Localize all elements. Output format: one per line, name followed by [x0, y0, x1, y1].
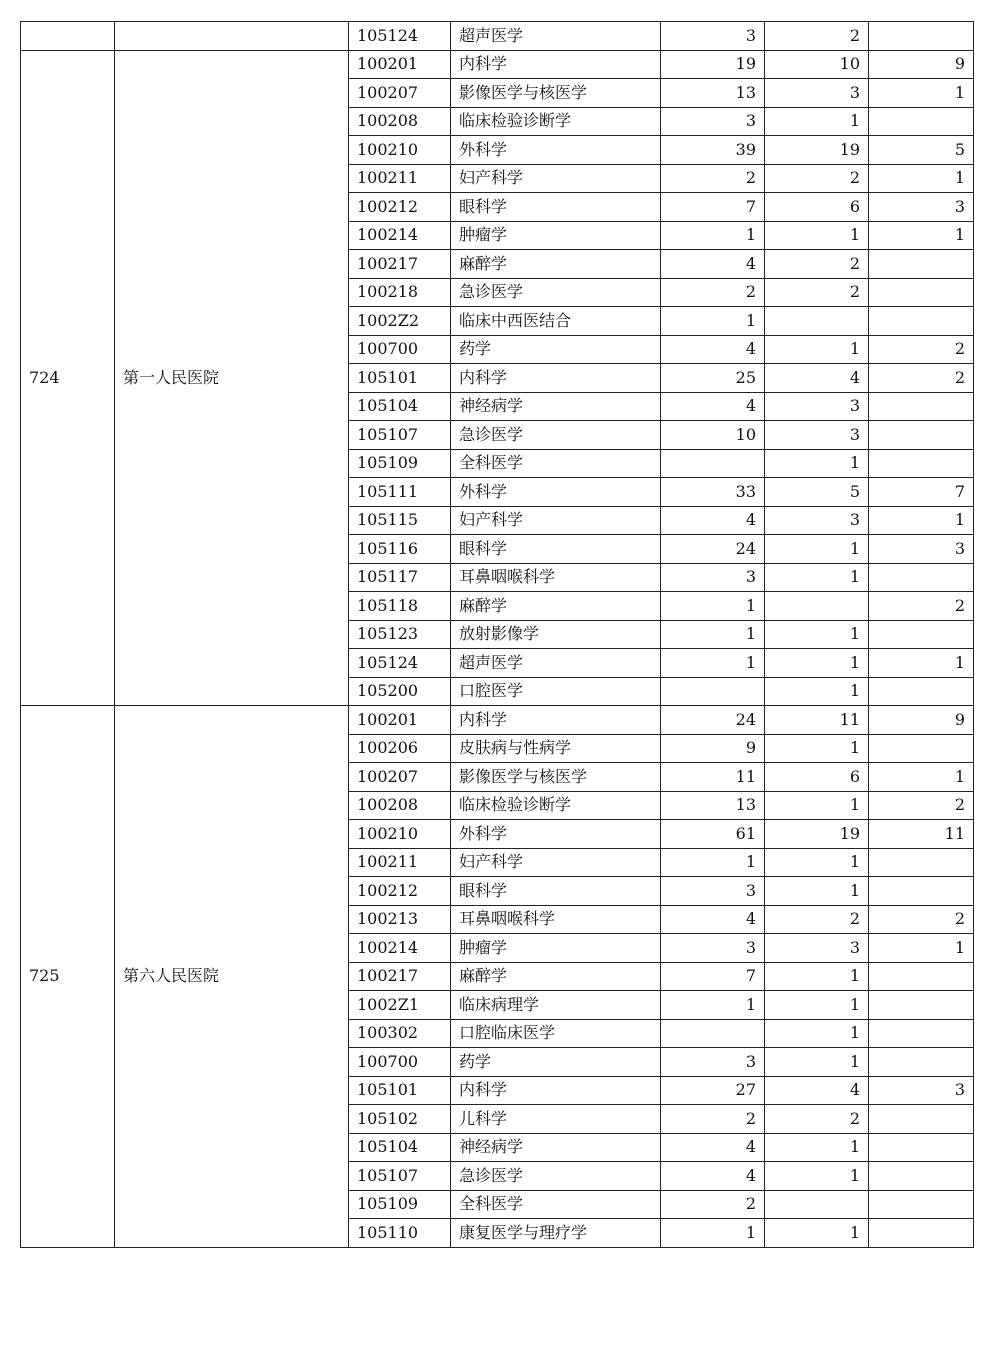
count-b-cell: 1 [765, 1048, 869, 1077]
major-code-cell: 1002Z2 [349, 307, 451, 336]
count-a-cell: 61 [661, 820, 765, 849]
count-c-cell: 3 [869, 535, 974, 564]
count-a-cell: 11 [661, 763, 765, 792]
count-a-cell: 4 [661, 506, 765, 535]
major-name-cell: 外科学 [451, 136, 661, 165]
major-name-cell: 放射影像学 [451, 620, 661, 649]
major-name-cell: 眼科学 [451, 877, 661, 906]
count-a-cell: 10 [661, 421, 765, 450]
count-c-cell: 1 [869, 934, 974, 963]
count-a-cell: 1 [661, 991, 765, 1020]
major-code-cell: 100217 [349, 250, 451, 279]
major-name-cell: 儿科学 [451, 1105, 661, 1134]
count-c-cell [869, 107, 974, 136]
count-b-cell: 1 [765, 1162, 869, 1191]
major-code-cell: 105111 [349, 478, 451, 507]
count-b-cell: 1 [765, 449, 869, 478]
count-b-cell: 1 [765, 649, 869, 678]
major-name-cell: 神经病学 [451, 392, 661, 421]
count-c-cell [869, 421, 974, 450]
major-code-cell: 100212 [349, 193, 451, 222]
major-name-cell: 麻醉学 [451, 592, 661, 621]
count-b-cell: 1 [765, 848, 869, 877]
count-c-cell: 2 [869, 335, 974, 364]
count-b-cell: 10 [765, 50, 869, 79]
count-c-cell [869, 392, 974, 421]
count-a-cell: 9 [661, 734, 765, 763]
count-a-cell: 39 [661, 136, 765, 165]
count-a-cell: 4 [661, 905, 765, 934]
major-name-cell: 超声医学 [451, 649, 661, 678]
major-name-cell: 急诊医学 [451, 421, 661, 450]
count-c-cell [869, 563, 974, 592]
count-b-cell: 3 [765, 79, 869, 108]
count-b-cell: 1 [765, 791, 869, 820]
major-code-cell: 105107 [349, 421, 451, 450]
major-name-cell: 影像医学与核医学 [451, 79, 661, 108]
count-c-cell: 1 [869, 763, 974, 792]
count-b-cell: 1 [765, 991, 869, 1020]
major-code-cell: 105118 [349, 592, 451, 621]
major-name-cell: 眼科学 [451, 535, 661, 564]
major-name-cell: 肿瘤学 [451, 934, 661, 963]
count-c-cell [869, 962, 974, 991]
major-code-cell: 105117 [349, 563, 451, 592]
count-b-cell: 1 [765, 962, 869, 991]
major-name-cell: 妇产科学 [451, 164, 661, 193]
count-c-cell [869, 1133, 974, 1162]
count-c-cell: 2 [869, 905, 974, 934]
major-name-cell: 耳鼻咽喉科学 [451, 563, 661, 592]
count-a-cell: 24 [661, 535, 765, 564]
major-name-cell: 临床病理学 [451, 991, 661, 1020]
hospital-name-cell: 第六人民医院 [115, 706, 349, 1248]
major-name-cell: 影像医学与核医学 [451, 763, 661, 792]
count-a-cell: 1 [661, 848, 765, 877]
count-b-cell: 1 [765, 620, 869, 649]
major-code-cell: 100214 [349, 934, 451, 963]
major-code-cell: 105104 [349, 392, 451, 421]
major-code-cell: 1002Z1 [349, 991, 451, 1020]
count-c-cell [869, 1162, 974, 1191]
major-code-cell: 100214 [349, 221, 451, 250]
count-a-cell: 1 [661, 307, 765, 336]
count-a-cell: 2 [661, 164, 765, 193]
major-name-cell: 神经病学 [451, 1133, 661, 1162]
major-name-cell: 药学 [451, 335, 661, 364]
count-c-cell [869, 677, 974, 706]
major-name-cell: 外科学 [451, 820, 661, 849]
major-code-cell: 100201 [349, 50, 451, 79]
major-code-cell: 105116 [349, 535, 451, 564]
count-a-cell: 7 [661, 962, 765, 991]
count-a-cell: 4 [661, 392, 765, 421]
major-name-cell: 妇产科学 [451, 848, 661, 877]
count-c-cell: 3 [869, 1076, 974, 1105]
count-a-cell: 3 [661, 107, 765, 136]
count-c-cell: 7 [869, 478, 974, 507]
major-name-cell: 急诊医学 [451, 1162, 661, 1191]
count-b-cell: 19 [765, 136, 869, 165]
count-c-cell [869, 250, 974, 279]
count-a-cell: 33 [661, 478, 765, 507]
count-c-cell [869, 620, 974, 649]
major-code-cell: 100218 [349, 278, 451, 307]
count-b-cell: 1 [765, 734, 869, 763]
major-name-cell: 临床检验诊断学 [451, 107, 661, 136]
count-a-cell: 1 [661, 1219, 765, 1248]
major-code-cell: 105107 [349, 1162, 451, 1191]
count-a-cell: 3 [661, 22, 765, 51]
major-code-cell: 100207 [349, 79, 451, 108]
count-c-cell [869, 1219, 974, 1248]
count-b-cell: 19 [765, 820, 869, 849]
count-b-cell: 1 [765, 1019, 869, 1048]
major-code-cell: 105110 [349, 1219, 451, 1248]
count-b-cell: 1 [765, 877, 869, 906]
major-code-cell: 100302 [349, 1019, 451, 1048]
count-b-cell: 1 [765, 1133, 869, 1162]
count-c-cell [869, 22, 974, 51]
count-a-cell: 4 [661, 335, 765, 364]
major-name-cell: 急诊医学 [451, 278, 661, 307]
count-c-cell: 3 [869, 193, 974, 222]
major-name-cell: 口腔医学 [451, 677, 661, 706]
count-c-cell [869, 848, 974, 877]
count-b-cell: 1 [765, 107, 869, 136]
count-b-cell: 6 [765, 193, 869, 222]
major-name-cell: 超声医学 [451, 22, 661, 51]
count-c-cell [869, 877, 974, 906]
count-a-cell: 27 [661, 1076, 765, 1105]
count-c-cell [869, 1190, 974, 1219]
count-c-cell [869, 734, 974, 763]
major-code-cell: 100217 [349, 962, 451, 991]
major-name-cell: 临床检验诊断学 [451, 791, 661, 820]
count-c-cell: 9 [869, 50, 974, 79]
count-c-cell: 9 [869, 706, 974, 735]
count-b-cell: 5 [765, 478, 869, 507]
major-name-cell: 全科医学 [451, 1190, 661, 1219]
count-b-cell: 1 [765, 677, 869, 706]
major-code-cell: 105109 [349, 1190, 451, 1219]
count-a-cell: 7 [661, 193, 765, 222]
count-c-cell: 5 [869, 136, 974, 165]
count-c-cell [869, 1019, 974, 1048]
count-b-cell: 3 [765, 421, 869, 450]
count-a-cell: 3 [661, 934, 765, 963]
count-b-cell: 1 [765, 221, 869, 250]
major-name-cell: 皮肤病与性病学 [451, 734, 661, 763]
count-c-cell: 2 [869, 791, 974, 820]
count-c-cell: 2 [869, 364, 974, 393]
major-code-cell: 100206 [349, 734, 451, 763]
major-name-cell: 眼科学 [451, 193, 661, 222]
hospital-code-cell: 724 [21, 50, 115, 706]
count-b-cell: 2 [765, 164, 869, 193]
major-name-cell: 内科学 [451, 1076, 661, 1105]
major-name-cell: 内科学 [451, 50, 661, 79]
major-name-cell: 麻醉学 [451, 250, 661, 279]
major-code-cell: 105101 [349, 1076, 451, 1105]
count-c-cell [869, 1105, 974, 1134]
major-code-cell: 105109 [349, 449, 451, 478]
major-name-cell: 临床中西医结合 [451, 307, 661, 336]
count-a-cell: 3 [661, 1048, 765, 1077]
count-c-cell: 1 [869, 79, 974, 108]
major-code-cell: 100211 [349, 848, 451, 877]
count-b-cell: 1 [765, 563, 869, 592]
count-b-cell: 11 [765, 706, 869, 735]
count-b-cell [765, 1190, 869, 1219]
hospital-name-cell: 第一人民医院 [115, 50, 349, 706]
major-name-cell: 药学 [451, 1048, 661, 1077]
count-a-cell [661, 1019, 765, 1048]
count-c-cell [869, 991, 974, 1020]
count-a-cell: 1 [661, 592, 765, 621]
count-b-cell: 3 [765, 392, 869, 421]
quota-table [20, 21, 974, 1248]
major-code-cell: 100201 [349, 706, 451, 735]
major-code-cell: 100213 [349, 905, 451, 934]
table-row [21, 22, 974, 51]
major-name-cell: 肿瘤学 [451, 221, 661, 250]
major-code-cell: 105200 [349, 677, 451, 706]
count-b-cell: 3 [765, 506, 869, 535]
count-b-cell: 2 [765, 905, 869, 934]
major-code-cell: 100212 [349, 877, 451, 906]
count-a-cell: 2 [661, 1105, 765, 1134]
count-b-cell: 2 [765, 1105, 869, 1134]
major-code-cell: 100700 [349, 1048, 451, 1077]
count-c-cell: 1 [869, 506, 974, 535]
major-code-cell: 105115 [349, 506, 451, 535]
count-c-cell: 1 [869, 164, 974, 193]
count-c-cell [869, 449, 974, 478]
major-code-cell: 100211 [349, 164, 451, 193]
major-name-cell: 麻醉学 [451, 962, 661, 991]
table-body [21, 22, 974, 1248]
count-a-cell: 24 [661, 706, 765, 735]
major-code-cell: 105101 [349, 364, 451, 393]
count-c-cell [869, 278, 974, 307]
count-a-cell: 4 [661, 250, 765, 279]
hospital-code-cell: 725 [21, 706, 115, 1248]
major-code-cell: 100207 [349, 763, 451, 792]
count-b-cell: 2 [765, 278, 869, 307]
major-name-cell: 耳鼻咽喉科学 [451, 905, 661, 934]
hospital-code-cell [21, 22, 115, 51]
count-b-cell [765, 592, 869, 621]
major-name-cell: 全科医学 [451, 449, 661, 478]
count-b-cell: 1 [765, 535, 869, 564]
count-a-cell: 1 [661, 221, 765, 250]
count-c-cell: 11 [869, 820, 974, 849]
count-a-cell: 4 [661, 1162, 765, 1191]
count-c-cell: 1 [869, 221, 974, 250]
major-name-cell: 康复医学与理疗学 [451, 1219, 661, 1248]
count-b-cell: 2 [765, 250, 869, 279]
major-code-cell: 105124 [349, 22, 451, 51]
count-a-cell: 13 [661, 79, 765, 108]
table-row [21, 706, 974, 735]
count-c-cell: 2 [869, 592, 974, 621]
table-row [21, 50, 974, 79]
major-code-cell: 100210 [349, 820, 451, 849]
major-code-cell: 105124 [349, 649, 451, 678]
count-c-cell [869, 1048, 974, 1077]
count-a-cell: 1 [661, 620, 765, 649]
major-name-cell: 内科学 [451, 706, 661, 735]
major-name-cell: 口腔临床医学 [451, 1019, 661, 1048]
count-b-cell: 4 [765, 1076, 869, 1105]
major-code-cell: 105123 [349, 620, 451, 649]
count-a-cell: 13 [661, 791, 765, 820]
count-a-cell: 3 [661, 877, 765, 906]
major-code-cell: 100208 [349, 791, 451, 820]
count-b-cell: 6 [765, 763, 869, 792]
count-a-cell [661, 449, 765, 478]
count-a-cell: 19 [661, 50, 765, 79]
count-a-cell: 4 [661, 1133, 765, 1162]
count-b-cell: 3 [765, 934, 869, 963]
major-name-cell: 外科学 [451, 478, 661, 507]
count-a-cell: 2 [661, 278, 765, 307]
count-a-cell: 25 [661, 364, 765, 393]
major-code-cell: 100210 [349, 136, 451, 165]
count-b-cell: 1 [765, 335, 869, 364]
count-b-cell: 1 [765, 1219, 869, 1248]
count-b-cell [765, 307, 869, 336]
count-b-cell: 4 [765, 364, 869, 393]
major-code-cell: 105102 [349, 1105, 451, 1134]
major-name-cell: 内科学 [451, 364, 661, 393]
major-name-cell: 妇产科学 [451, 506, 661, 535]
count-b-cell: 2 [765, 22, 869, 51]
major-code-cell: 105104 [349, 1133, 451, 1162]
hospital-name-cell [115, 22, 349, 51]
count-a-cell: 3 [661, 563, 765, 592]
count-a-cell: 1 [661, 649, 765, 678]
count-c-cell: 1 [869, 649, 974, 678]
count-a-cell: 2 [661, 1190, 765, 1219]
major-code-cell: 100208 [349, 107, 451, 136]
major-code-cell: 100700 [349, 335, 451, 364]
count-c-cell [869, 307, 974, 336]
count-a-cell [661, 677, 765, 706]
